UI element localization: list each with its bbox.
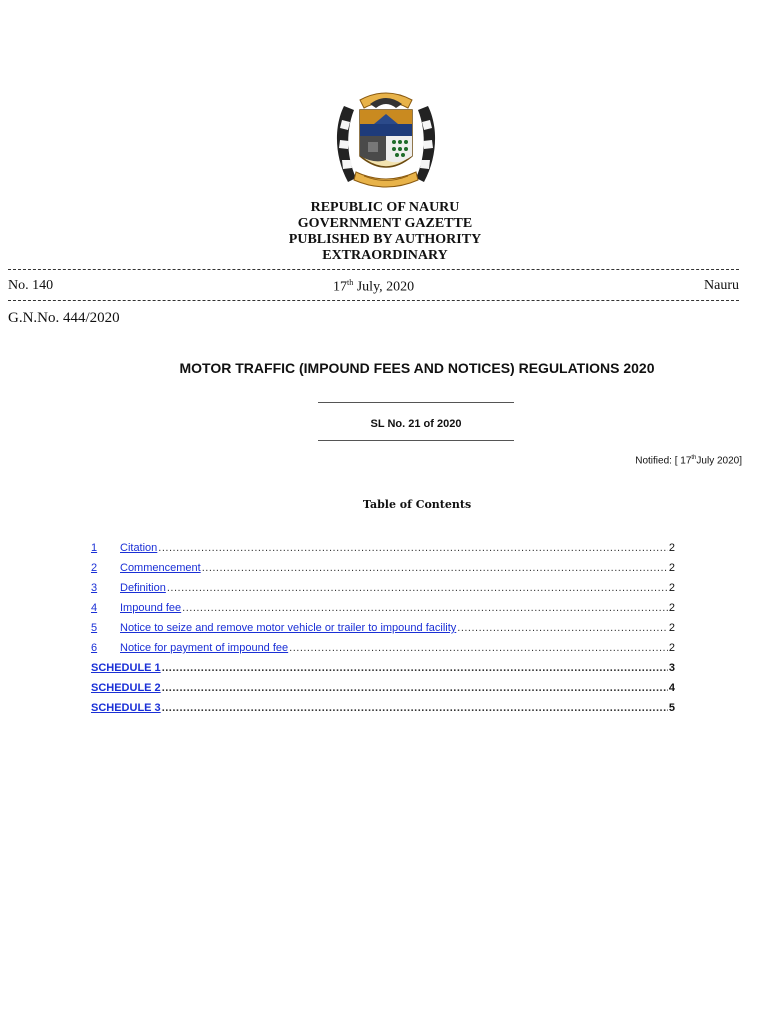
divider-bottom — [8, 300, 739, 301]
gazette-place: Nauru — [704, 278, 739, 293]
toc-entry-number[interactable]: 5 — [91, 622, 98, 634]
toc-entry-number[interactable]: 1 — [91, 542, 98, 554]
toc-schedule-link[interactable]: SCHEDULE 3 — [91, 702, 161, 714]
gn-number: G.N.No. 444/2020 — [8, 310, 120, 326]
gazette-meta-row — [8, 278, 739, 294]
header-authority: PUBLISHED BY AUTHORITY — [288, 232, 482, 247]
toc-entry-number[interactable]: 3 — [91, 582, 98, 594]
toc-entry-link[interactable]: Notice for payment of impound fee — [120, 642, 289, 654]
table-of-contents — [91, 542, 675, 722]
toc-entry-number[interactable]: 4 — [91, 602, 98, 614]
toc-schedule-link[interactable]: SCHEDULE 2 — [91, 682, 161, 694]
toc-page-number: 2 — [668, 542, 675, 554]
toc-leader-dots — [162, 662, 668, 674]
title-rule-bottom — [318, 440, 514, 441]
gazette-number: No. 140 — [8, 278, 54, 293]
toc-entry-link[interactable]: Notice to seize and remove motor vehicle or trailer to impound facility — [120, 622, 457, 634]
toc-entry-schedule-1[interactable] — [91, 662, 675, 682]
toc-leader-dots — [182, 602, 668, 614]
toc-page-number: 3 — [668, 662, 675, 674]
toc-leader-dots — [162, 682, 668, 694]
toc-entry-link[interactable]: Commencement — [120, 562, 201, 574]
toc-page-number: 2 — [668, 602, 675, 614]
gazette-date: 17th July, 2020 — [333, 278, 415, 295]
toc-entry-schedule-3[interactable] — [91, 702, 675, 722]
sl-number: SL No. 21 of 2020 — [370, 418, 462, 430]
gazette-header — [0, 200, 770, 264]
nauru-coat-of-arms — [330, 86, 442, 192]
toc-entry-notice-seize[interactable] — [91, 622, 675, 642]
toc-leader-dots — [457, 622, 668, 634]
toc-page-number: 2 — [668, 622, 675, 634]
toc-heading: Table of Contents — [362, 498, 472, 511]
toc-entry-link[interactable]: Impound fee — [120, 602, 182, 614]
toc-page-number: 2 — [668, 582, 675, 594]
toc-leader-dots — [289, 642, 668, 654]
toc-leader-dots — [162, 702, 668, 714]
header-republic: REPUBLIC OF NAURU — [310, 200, 460, 215]
toc-entry-schedule-2[interactable] — [91, 682, 675, 702]
divider-top — [8, 269, 739, 270]
toc-leader-dots — [158, 542, 668, 554]
toc-page-number: 2 — [668, 562, 675, 574]
title-rule-top — [318, 402, 514, 403]
toc-entry-link[interactable]: Citation — [120, 542, 158, 554]
header-extraordinary: EXTRAORDINARY — [322, 248, 448, 263]
toc-entry-number[interactable]: 2 — [91, 562, 98, 574]
toc-entry-impound-fee[interactable] — [91, 602, 675, 622]
toc-page-number: 5 — [668, 702, 675, 714]
toc-entry-citation[interactable] — [91, 542, 675, 562]
document-title: MOTOR TRAFFIC (IMPOUND FEES AND NOTICES) REGULATIONS 2020 — [179, 360, 655, 376]
toc-leader-dots — [167, 582, 668, 594]
toc-leader-dots — [202, 562, 668, 574]
toc-entry-definition[interactable] — [91, 582, 675, 602]
toc-page-number: 4 — [668, 682, 675, 694]
header-gazette: GOVERNMENT GAZETTE — [297, 216, 473, 231]
toc-page-number: 2 — [668, 642, 675, 654]
toc-entry-notice-payment[interactable] — [91, 642, 675, 662]
toc-entry-link[interactable]: Definition — [120, 582, 166, 594]
toc-schedule-link[interactable]: SCHEDULE 1 — [91, 662, 161, 674]
notified-date: Notified: [ 17thJuly 2020] — [635, 455, 742, 467]
toc-entry-commencement[interactable] — [91, 562, 675, 582]
toc-entry-number[interactable]: 6 — [91, 642, 98, 654]
